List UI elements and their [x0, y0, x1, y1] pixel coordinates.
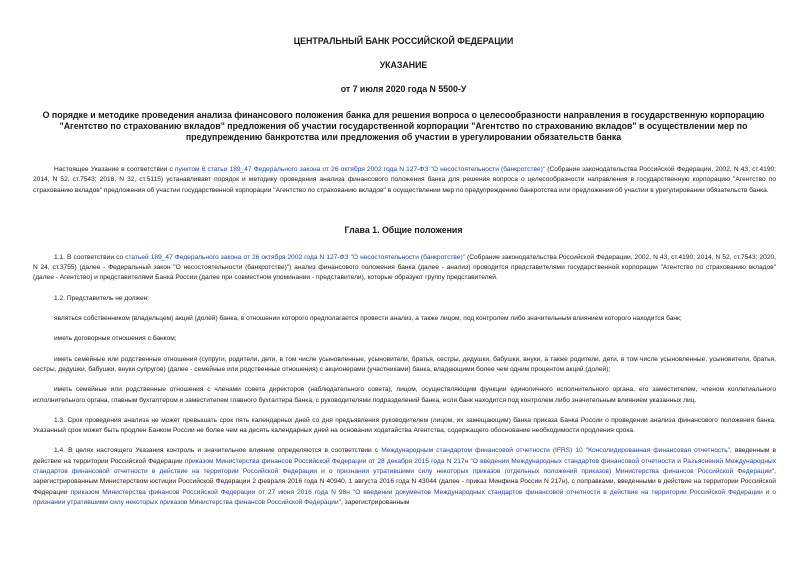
paragraph-1-1: [0, 253, 807, 284]
law-link-article-189-47-b[interactable]: статьей 189_47 Федерального закона от 26 октября 2002 года N 127-ФЗ "О несостоятельности (банкротстве)": [125, 253, 466, 261]
paragraph-1-3: 1.3. Срок проведения анализа не может превышать срок пять календарных дней со дня предъявления руководителем (лицом, их замещающим) банка приказа Банка России о проведении анализа финансового положения банка. Указанный срок может быть продлен Банком России не более чем на десять календарных дней на основании ходатайства Агентства, содержащего обоснование необходимости продления срока.: [33, 416, 776, 435]
issuer-heading: ЦЕНТРАЛЬНЫЙ БАНК РОССИЙСКОЙ ФЕДЕРАЦИИ: [293, 36, 514, 46]
document-date-number: от 7 июля 2020 года N 5500-У: [340, 84, 467, 94]
ifrs-10-link[interactable]: Международным стандартом финансовой отчетности (IFRS) 10 "Консолидированная финансовая отчетность": [381, 447, 730, 455]
paragraph-1-1-text-rest: (Собрание законодательства Российской Федерации, 2002, N 43, ст.4190; 2014, N 52, ст.7543; 2020, N 24, ст.3755) (далее - Федеральный закон "О несостоятельности (банкротстве)") анализ финансового положения банка (далее - анализ) проводится представителями государственной корпорации "Агентство по страхованию вкладов" (далее - Агентство) и представителями Банка России (далее при совместном упоминании - представители), которые образуют группу представителей.: [33, 253, 776, 282]
law-link-article-189-47[interactable]: пунктом 6 статьи 189_47 Федерального закона от 26 октября 2002 года N 127-ФЗ "О несостоятельности (банкротстве)": [174, 166, 546, 173]
paragraph-1-2-item-c: иметь семейные или родственные отношения (супруги, родители, дети, в том числе усыновленные, усыновители, братья, сестры, дедушки, бабушки, внуки, а также родители, дети, в том числе усыновленные, усыновители, братья, сестры, дедушки, бабушки, внуки супругов) (далее - семейные или родственные отношения) с акционерами (участниками) банка, владеющими более чем одним процентом акций (долей);: [33, 355, 776, 373]
paragraph-1-4-text-d: , зарегистрированным: [341, 498, 410, 506]
paragraph-1-4-text-c: , зарегистрированным Министерством юстиции Российской Федерации 2 февраля 2016 года N 40940, 1 августа 2016 года N 43044 (далее - приказ Минфина России N 217н), с поправками, введенными в действие на территории Российской Федерации: [33, 468, 776, 496]
document-type-heading: УКАЗАНИЕ: [379, 60, 428, 70]
paragraph-1-4: [0, 446, 807, 508]
paragraph-1-2-item-b: иметь договорные отношения с банком;: [54, 335, 177, 343]
paragraph-1-4-text: 1.4. В целях настоящего Указания контроль и значительное влияние определяются в соответствии с: [54, 447, 382, 455]
paragraph-1-4-text-b: , введенным в действие на территории Российской Федерации: [33, 447, 776, 465]
paragraph-1-2-item-a: являться собственником (владельцем) акций (долей) банка, в отношении которого предполагается провести анализ, а также лицом, под контролем либо значительным влиянием которого находится банк;: [54, 315, 682, 323]
preamble-text: Настоящее Указание в соответствии с: [54, 166, 175, 173]
paragraph-1-2-item-d: иметь семейные или родственные отношения с членами совета директоров (наблюдательного совета), лицом, осуществляющим функции единоличного исполнительного органа, его заместителем, членом коллегиального исполнительного органа, главным бухгалтером и заместителем главного бухгалтера банка, с руководителями подразделений банка, если банк находится под контролем либо значительным влиянием указанных лиц.: [33, 386, 776, 404]
preamble-text-rest: (Собрание законодательства Российской Федерации, 2002, N 43, ст.4190; 2014, N 52, ст.7543; 2018, N 32, ст.5115) устанавливает порядок и методику проведения анализа финансового положения банка для решения вопроса о целесообразности направления в государственную корпорацию "Агентство по страхованию вкладов" предложения об участии государственной корпорации "Агентство по страхованию вкладов" в осуществлении мер по предупреждению банкротства или предложения об участии в урегулировании обязательств банка.: [33, 166, 776, 194]
minfin-order-98n-link[interactable]: приказом Министерства финансов Российской Федерации от 27 июня 2016 года N 98н "О введении документов Международных стандартов финансовой отчетности в действие на территории Российской Федерации и о признании утратившими силу некоторых приказов Министерства финансов Российской Федерации": [33, 488, 777, 506]
document-title: О порядке и методике проведения анализа финансового положения банка для решения вопроса о целесообразности направления в государственную корпорацию "Агентство по страхованию вкладов" предложения об участии государственной корпорации "Агентство по страхованию вкладов" в осуществлении мер по предупреждению банкротства или предложения об участии в урегулировании обязательств банка: [42, 110, 765, 142]
preamble-paragraph: [0, 165, 807, 196]
paragraph-1-1-text: 1.1. В соответствии со: [54, 253, 126, 261]
minfin-order-217n-link[interactable]: приказом Министерства финансов Российской Федерации от 28 декабря 2015 года N 217н "О введении Международных стандартов финансовой отчетности и Разъяснений Международных стандартов финансовой отчетности в действие на территории Российской Федерации и о признании утратившими силу некоторых приказов (отдельных положений приказов) Министерства финансов Российской Федерации": [33, 457, 776, 476]
paragraph-1-2: 1.2. Представитель не должен:: [54, 294, 150, 302]
chapter-heading: Глава 1. Общие положения: [344, 224, 463, 235]
